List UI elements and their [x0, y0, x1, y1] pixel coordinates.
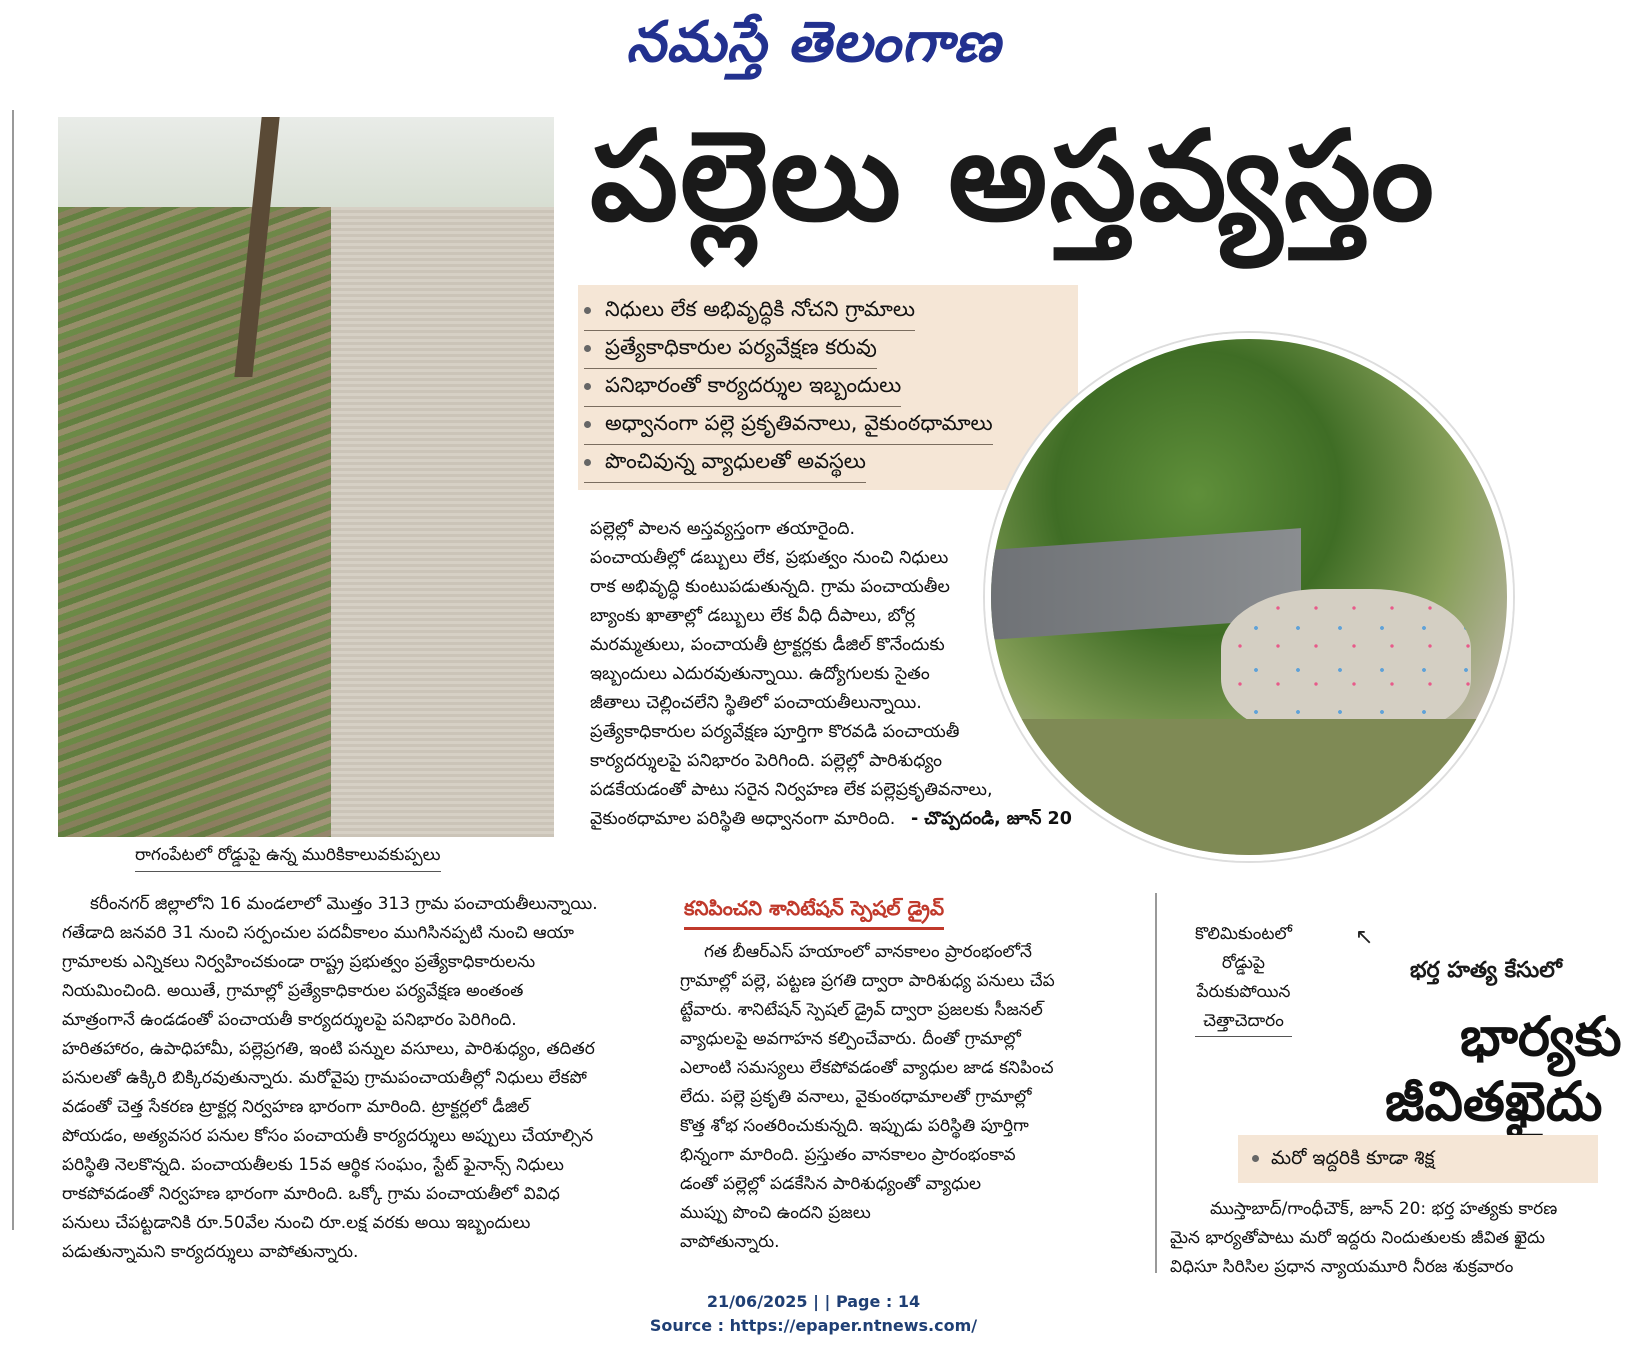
highlight-item: నిధులు లేక అభివృద్ధికి నోచని గ్రామాలు — [584, 297, 915, 331]
side-story-bullet-box — [1238, 1135, 1598, 1183]
left-column-rule — [12, 110, 14, 1230]
intro-paragraph: పల్లెల్లో పాలన అస్తవ్యస్తంగా తయారైంది. పంచాయతీల్లో డబ్బులు లేక, ప్రభుత్వం నుంచి నిధులు రాక అభివృద్ధి కుంటుపడుతున్నది. గ్రామ పంచాయతీల బ్యాంకు ఖాతాల్లో డబ్బులు లేక వీధి దీపాలు, బోర్ల మరమ్మతులు, పంచాయతీ ట్రాక్టర్లకు డీజిల్ కొనేందుకు ఇబ్బందులు ఎదురవుతున్నాయి. ఉద్యోగులకు సైతం జీతాలు చెల్లించలేని స్థితిలో పంచాయతీలున్నాయి. ప్రత్యేకాధికారుల పర్యవేక్షణ పూర్తిగా కొరవడి పంచాయతీ కార్యదర్శులపై పనిభారం పెరిగింది. పల్లెల్లో పారిశుధ్యం పడకేయడంతో పాటు సరైన నిర్వహణ లేక పల్లెప్రకృతివనాలు, వైకుంఠధామాల పరిస్థితి అధ్వానంగా మారింది. - చొప్పదండి, జూన్ 20 — [590, 519, 1072, 829]
highlight-item: పనిభారంతో కార్యదర్శుల ఇబ్బందులు — [584, 373, 901, 407]
side-story-kicker: భర్త హత్య కేసులో — [1410, 958, 1562, 983]
side-story-headline-2: జీవితఖైదు — [1385, 1070, 1603, 1133]
side-story-body: ముస్తాబాద్/గాంధీచౌక్, జూన్ 20: భర్త హత్యకు కారణ మైన భార్యతోపాటు మరో ఇద్దరు నిందుతులకు జీవిత ఖైదు విధిసూ సిరిసిల ప్రధాన న్యాయమూరి నీరజ శుక్రవారం — [1170, 1199, 1558, 1277]
arrow-up-icon: ↖ — [1355, 925, 1374, 950]
body-column-2: గత బీఆర్ఎస్ హయాంలో వానకాలం ప్రారంభంలోనే గ్రామాల్లో పల్లె, పట్టణ ప్రగతి ద్వారా పారిశుధ్య పనులు చేప ట్టేవారు. శానిటేషన్ స్పెషల్ డ్రైవ్ ద్వారా ప్రజలకు సీజనల్ వ్యాధులపై అవగాహన కల్పించేవారు. దీంతో గ్రామాల్లో ఎలాంటి సమస్యలు లేకపోవడంతో వ్యాధుల జాడ కనిపించ లేదు. పల్లె ప్రకృతి వనాలు, వైకుంఠధామాలతో గ్రామాల్లో కొత్త శోభ సంతరించుకున్నది. ఇప్పుడు పరిస్థితి పూర్తిగా భిన్నంగా మారింది. ప్రస్తుతం వానకాలం ప్రారంభంకావ డంతో పల్లెల్లో పడకేసిన పారిశుధ్యంతో వ్యాధుల ముప్పు పొంచి ఉందని ప్రజలు వాపోతున్నారు. — [680, 942, 1055, 1252]
highlight-item: ప్రత్యేకాధికారుల పర్యవేక్షణ కరువు — [584, 335, 877, 369]
main-headline: పల్లెలు అస్తవ్యస్తం — [590, 105, 1436, 249]
body-column-1: కరీంనగర్ జిల్లాలోని 16 మండలాలో మొత్తం 313 గ్రామ పంచాయతీలున్నాయి. గతేడాది జనవరి 31 నుంచి సర్పంచుల పదవీకాలం ముగిసినప్పటి నుంచి ఆయా గ్రామాలకు ఎన్నికలు నిర్వహించకుండా రాష్ట్ర ప్రభుత్వం ప్రత్యేకాధికారులను నియమించింది. అయితే, గ్రామాల్లో ప్రత్యేకాధికారుల పర్యవేక్షణ అంతంత మాత్రంగానే ఉండడంతో పంచాయతీ కార్యదర్శులపై పనిభారం పెరిగింది. హరితహారం, ఉపాధిహామీ, పల్లెప్రగతి, ఇంటి పన్నుల వసూలు, పారిశుధ్యం, తదితర పనులతో ఉక్కిరి బిక్కిరవుతున్నారు. మరోవైపు గ్రామపంచాయతీల్లో నిధులు లేకపో వడంతో చెత్త సేకరణ ట్రాక్టర్ల నిర్వహణ భారంగా మారింది. ట్రాక్టర్లలో డీజిల్ పోయడం, అత్యవసర పనుల కోసం పంచాయతీ కార్యదర్శులు అప్పులు చేయాల్సిన పరిస్థితి నెలకొన్నది. పంచాయతీలకు 15వ ఆర్థిక సంఘం, స్టేట్ ఫైనాన్స్ నిధులు రాకపోవడంతో నిర్వహణ భారంగా మారింది. ఒక్కో గ్రామ పంచాయతీలో వివిధ పనులు చేపట్టడానికి రూ.50వేల నుంచి రూ.లక్ష వరకు అయి ఇబ్బందులు పడుతున్నామని కార్యదర్శులు వాపోతున్నారు. — [62, 894, 598, 1262]
highlights-box — [578, 285, 1078, 490]
highlight-item: పొంచివున్న వ్యాధులతో అవస్థలు — [584, 449, 866, 483]
circle-photo-caption: కొలిమికుంటలో రోడ్డుపై పేరుకుపోయిన చెత్తాచెదారం — [1195, 920, 1292, 1037]
footer-date-page: 21/06/2025 | | Page : 14 — [706, 1292, 921, 1311]
highlight-item: అధ్వానంగా పల్లె ప్రకృతివనాలు, వైకుంఠధామాలు — [584, 411, 993, 445]
sanitation-subhead: కనిపించని శానిటేషన్ స్పెషల్ డ్రైవ్ — [684, 896, 944, 930]
dateline: - చొప్పదండి, జూన్ 20 — [910, 809, 1072, 829]
masthead-logo: నమస్తే తెలంగాణ — [626, 10, 1001, 75]
side-story-rule — [1155, 893, 1157, 1273]
roadside-garbage-photo — [58, 117, 554, 837]
side-story-bullet: మరో ఇద్దరికి కూడా శిక్ష — [1252, 1147, 1435, 1174]
footer-source: Source : https://epaper.ntnews.com/ — [649, 1316, 978, 1335]
left-photo-caption: రాగంపేటలో రోడ్డుపై ఉన్న మురికికాలువకుప్పలు — [135, 845, 441, 872]
side-story-headline-1: భార్యకు — [1460, 1005, 1622, 1068]
